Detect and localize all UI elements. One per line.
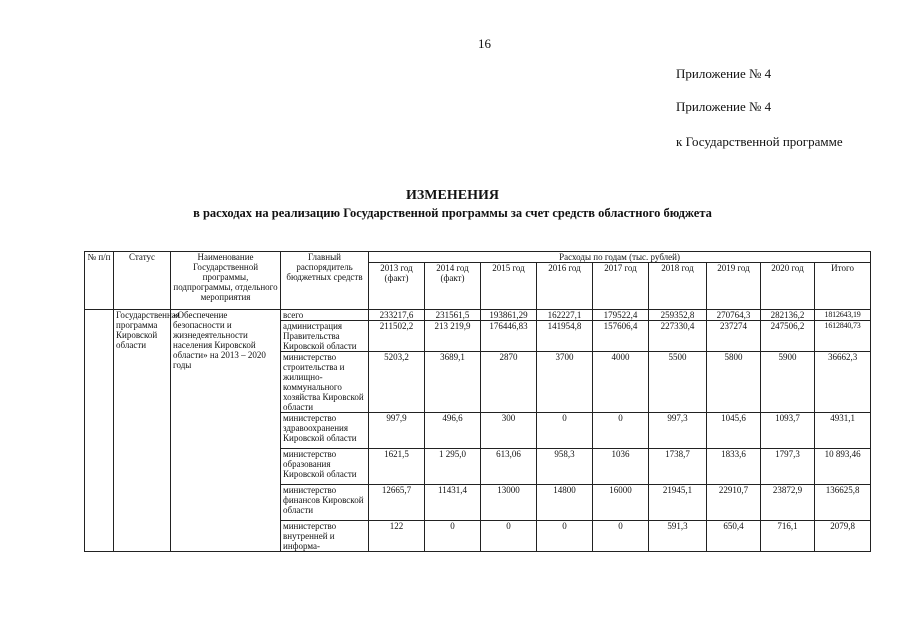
header-status: Статус (114, 252, 171, 310)
distributor-cell: администрация Правительства Кировской области (281, 321, 369, 352)
value-cell: 650,4 (707, 521, 761, 552)
value-cell: 2870 (481, 352, 537, 413)
value-cell: 0 (537, 413, 593, 449)
value-cell: 716,1 (761, 521, 815, 552)
total-cell: 136625,8 (815, 485, 871, 521)
value-cell: 997,3 (649, 413, 707, 449)
value-cell: 1045,6 (707, 413, 761, 449)
value-cell: 3700 (537, 352, 593, 413)
value-cell: 213 219,9 (425, 321, 481, 352)
value-cell: 193861,29 (481, 310, 537, 321)
value-cell: 4000 (593, 352, 649, 413)
value-cell: 1833,6 (707, 449, 761, 485)
value-cell: 1036 (593, 449, 649, 485)
appendix-line-1: Приложение № 4 (676, 66, 772, 81)
status-cell: Государственная программа Кировской области (114, 310, 171, 552)
program-name-cell: «Обеспечение безопасности и жизнедеятельности населения Кировской области» на 2013 – 2020 годы (171, 310, 281, 552)
value-cell: 141954,8 (537, 321, 593, 352)
value-cell: 496,6 (425, 413, 481, 449)
value-cell: 5500 (649, 352, 707, 413)
header-row-1 (85, 252, 871, 263)
header-year: 2015 год (481, 263, 537, 310)
value-cell: 211502,2 (369, 321, 425, 352)
value-cell: 3689,1 (425, 352, 481, 413)
value-cell: 997,9 (369, 413, 425, 449)
value-cell: 179522,4 (593, 310, 649, 321)
value-cell: 591,3 (649, 521, 707, 552)
appendix-line-3: к Государственной программе (676, 134, 843, 149)
total-cell: 1612840,73 (815, 321, 871, 352)
value-cell: 958,3 (537, 449, 593, 485)
distributor-cell: министерство финансов Кировской области (281, 485, 369, 521)
value-cell: 282136,2 (761, 310, 815, 321)
header-year: 2016 год (537, 263, 593, 310)
distributor-cell: министерство здравоохранения Кировской области (281, 413, 369, 449)
value-cell: 22910,7 (707, 485, 761, 521)
distributor-cell: министерство внутренней и информа- (281, 521, 369, 552)
value-cell: 233217,6 (369, 310, 425, 321)
header-name: Наименование Государственной программы, подпрограммы, отдельного мероприятия (171, 252, 281, 310)
header-year: 2019 год (707, 263, 761, 310)
value-cell: 21945,1 (649, 485, 707, 521)
value-cell: 270764,3 (707, 310, 761, 321)
header-distributor: Главный распорядитель бюджетных средств (281, 252, 369, 310)
distributor-cell: министерство строительства и жилищно-коммунального хозяйства Кировской области (281, 352, 369, 413)
header-num: № п/п (85, 252, 114, 310)
value-cell: 176446,83 (481, 321, 537, 352)
header-total: Итого (815, 263, 871, 310)
value-cell: 12665,7 (369, 485, 425, 521)
value-cell: 5203,2 (369, 352, 425, 413)
header-year: 2017 год (593, 263, 649, 310)
total-cell: 36662,3 (815, 352, 871, 413)
header-year: 2014 год (факт) (425, 263, 481, 310)
value-cell: 0 (593, 413, 649, 449)
value-cell: 1621,5 (369, 449, 425, 485)
value-cell: 1093,7 (761, 413, 815, 449)
value-cell: 231561,5 (425, 310, 481, 321)
value-cell: 0 (481, 521, 537, 552)
value-cell: 259352,8 (649, 310, 707, 321)
document-title: ИЗМЕНЕНИЯ (406, 188, 499, 203)
value-cell: 11431,4 (425, 485, 481, 521)
total-cell: 4931,1 (815, 413, 871, 449)
header-year: 2020 год (761, 263, 815, 310)
row-number-cell (85, 310, 114, 552)
total-cell: 2079,8 (815, 521, 871, 552)
value-cell: 1 295,0 (425, 449, 481, 485)
distributor-cell: министерство образования Кировской области (281, 449, 369, 485)
value-cell: 227330,4 (649, 321, 707, 352)
value-cell: 0 (425, 521, 481, 552)
header-year: 2018 год (649, 263, 707, 310)
value-cell: 0 (593, 521, 649, 552)
value-cell: 5800 (707, 352, 761, 413)
value-cell: 5900 (761, 352, 815, 413)
header-year: 2013 год (факт) (369, 263, 425, 310)
expenses-table (84, 251, 871, 552)
distributor-cell: всего (281, 310, 369, 321)
value-cell: 162227,1 (537, 310, 593, 321)
header-expenses-group: Расходы по годам (тыс. рублей) (369, 252, 871, 263)
value-cell: 1738,7 (649, 449, 707, 485)
value-cell: 237274 (707, 321, 761, 352)
value-cell: 13000 (481, 485, 537, 521)
value-cell: 300 (481, 413, 537, 449)
value-cell: 247506,2 (761, 321, 815, 352)
document-subtitle: в расходах на реализацию Государственной программы за счет средств областного бюджета (193, 206, 712, 220)
value-cell: 16000 (593, 485, 649, 521)
total-cell: 1812643,19 (815, 310, 871, 321)
total-cell: 10 893,46 (815, 449, 871, 485)
value-cell: 0 (537, 521, 593, 552)
value-cell: 157606,4 (593, 321, 649, 352)
table-row (85, 310, 871, 321)
value-cell: 122 (369, 521, 425, 552)
value-cell: 23872,9 (761, 485, 815, 521)
page-number: 16 (478, 36, 491, 51)
appendix-line-2: Приложение № 4 (676, 99, 772, 114)
value-cell: 613,06 (481, 449, 537, 485)
value-cell: 1797,3 (761, 449, 815, 485)
value-cell: 14800 (537, 485, 593, 521)
